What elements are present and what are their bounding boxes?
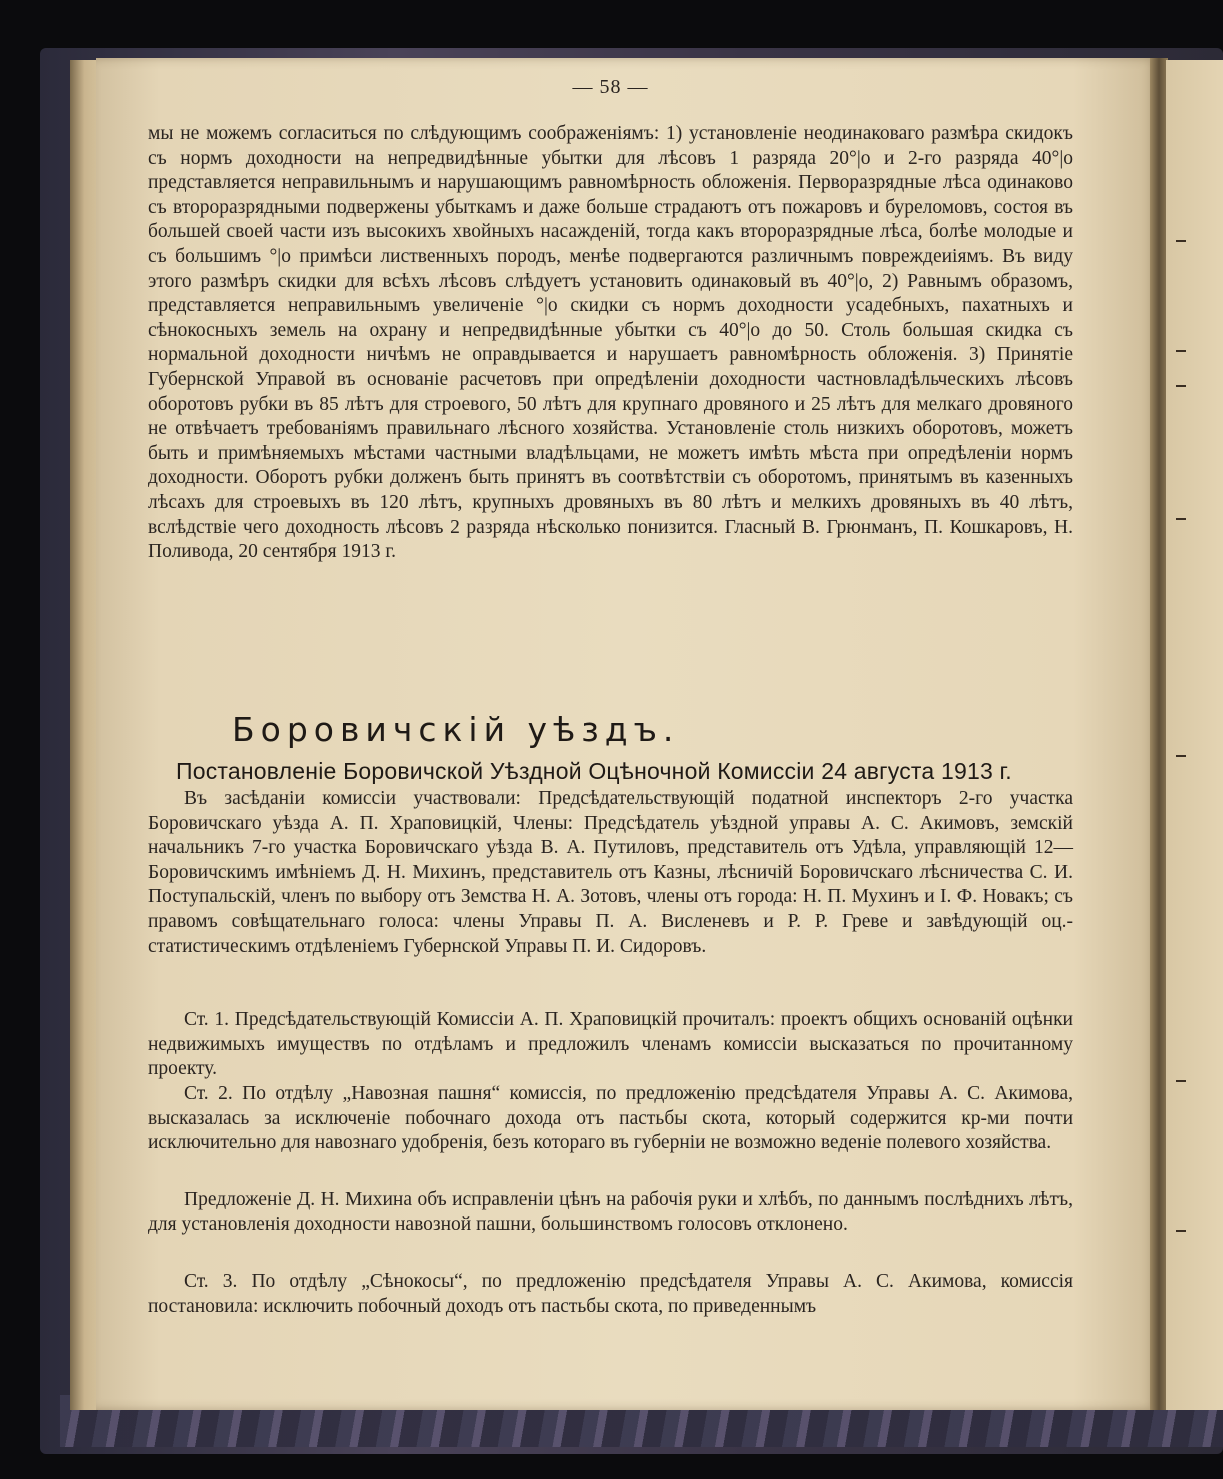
facing-page-mark	[1176, 240, 1186, 242]
facing-page-edge	[1166, 60, 1223, 1410]
facing-page-mark	[1176, 755, 1186, 757]
paragraph-article-3: Ст. 3. По отдѣлу „Сѣнокосы“, по предложенію предсѣдателя Управы А. С. Акимова, комиссія постановила: исключить побочный доходъ отъ пастьбы скота, по приведеннымъ	[148, 1271, 1073, 1317]
facing-page-mark	[1176, 350, 1186, 352]
facing-page-mark	[1176, 518, 1186, 520]
section-title: Боровичскій уѣздъ.	[232, 710, 680, 749]
section-subtitle: Постановленіе Боровичской Уѣздной Оцѣночной Комиссіи 24 августа 1913 г.	[176, 758, 1012, 784]
paragraph-article-2: Ст. 2. По отдѣлу „Навозная пашня“ комиссія, по предложенію предсѣдателя Управы А. С. Акимова, высказалась за исключеніе побочнаго дохода отъ пастьбы скота, который содержится кр-ми почти исключительно для навознаго удобренія, безъ котораго въ губерніи не возможно веденіе полевого хозяйства.	[148, 1083, 1073, 1154]
paragraph-mikhin-proposal: Предложеніе Д. Н. Михина объ исправленіи цѣнъ на рабочія руки и хлѣбъ, по даннымъ послѣднихъ лѣтъ, для установленія доходности навозной пашни, большинствомъ голосовъ отклонено.	[148, 1189, 1073, 1235]
facing-page-mark	[1176, 385, 1186, 387]
facing-page-mark	[1176, 1080, 1186, 1082]
page-number: — 58 —	[572, 76, 649, 98]
paragraph-article-1: Ст. 1. Предсѣдательствующій Комиссіи А. П. Храповицкій прочиталъ: проектъ общихъ основаній оцѣнки недвижимыхъ имуществъ по отдѣламъ и предложилъ членамъ комиссіи высказаться по прочитанному проекту.	[148, 1009, 1073, 1080]
paragraph-continuation: мы не можемъ согласиться по слѣдующимъ соображеніямъ: 1) установленіе неодинаковаго размѣра скидокъ съ нормъ доходности на непредвидѣнные убытки для лѣсовъ 1 разряда 20°|о и 2-го разряда 40°|о представляется неправильнымъ и нарушающимъ равномѣрность обложенія. Перворазрядные лѣса одинаково съ второразрядными подвержены убыткамъ и даже больше страдаютъ отъ пожаровъ и буреломовъ, состоя въ большей своей части изъ высокихъ хвойныхъ насажденій, тогда какъ второразрядные лѣса, болѣе молодые и съ большимъ °|о примѣси лиственныхъ породъ, менѣе подвергаются различнымъ повреждеиіямъ. Въ виду этого размѣръ скидки для всѣхъ лѣсовъ слѣдуетъ установить одинаковый въ 40°|о, 2) Равнымъ образомъ, представляется неправильнымъ увеличеніе °|о скидки съ нормъ доходности усадебныхъ, пахатныхъ и сѣнокосныхъ земель на охрану и непредвидѣнные убытки съ 40°|о до 50. Столь большая скидка съ нормальной доходности ничѣмъ не оправдывается и нарушаетъ равномѣрность обложенія. 3) Принятіе Губернской Управой въ основаніе расчетовъ при опредѣленіи доходности частновладѣльческихъ лѣсовъ оборотовъ рубки въ 85 лѣтъ для строевого, 50 лѣтъ для крупнаго дровяного и 25 лѣтъ для мелкаго дровяного не отвѣчаетъ требованіямъ правильнаго лѣсного хозяйства. Установленіе столь низкихъ оборотовъ, можетъ быть и примѣняемыхъ мѣстами частными владѣльцами, не можетъ имѣть мѣста при опредѣленіи нормъ доходности. Оборотъ рубки долженъ быть принятъ въ соотвѣтствіи съ оборотомъ, принятымъ въ казенныхъ лѣсахъ для строевыхъ въ 120 лѣтъ, крупныхъ дровяныхъ въ 80 лѣтъ и мелкихъ дровяныхъ въ 40 лѣтъ, вслѣдствіе чего доходность лѣсовъ 2 разряда нѣсколько понизится. Гласный В. Грюнманъ, П. Кошкаровъ, Н. Поливода, 20 сентября 1913 г.	[148, 123, 1073, 563]
facing-page-mark	[1176, 1230, 1186, 1232]
paragraph-attendees: Въ засѣданіи комиссіи участвовали: Предсѣдательствующій податной инспекторъ 2-го участка Боровичскаго уѣзда А. П. Храповицкій, Члены: Предсѣдатель уѣздной управы А. С. Акимовъ, земскій начальникъ 7-го участка Боровичскаго уѣзда В. А. Путиловъ, представитель отъ Удѣла, управляющій 12—Боровичскимъ имѣніемъ Д. Н. Михинъ, представитель отъ Казны, лѣсничій Боровичскаго лѣсничества С. И. Поступальскій, членъ по выбору отъ Земства Н. А. Зотовъ, члены отъ города: Н. П. Мухинъ и І. Ф. Новакъ; съ правомъ совѣщательнаго голоса: члены Управы П. А. Висленевъ и Р. Р. Греве и завѣдующій оц.-статистическимъ отдѣленіемъ Губернской Управы П. И. Сидоровъ.	[148, 788, 1073, 957]
